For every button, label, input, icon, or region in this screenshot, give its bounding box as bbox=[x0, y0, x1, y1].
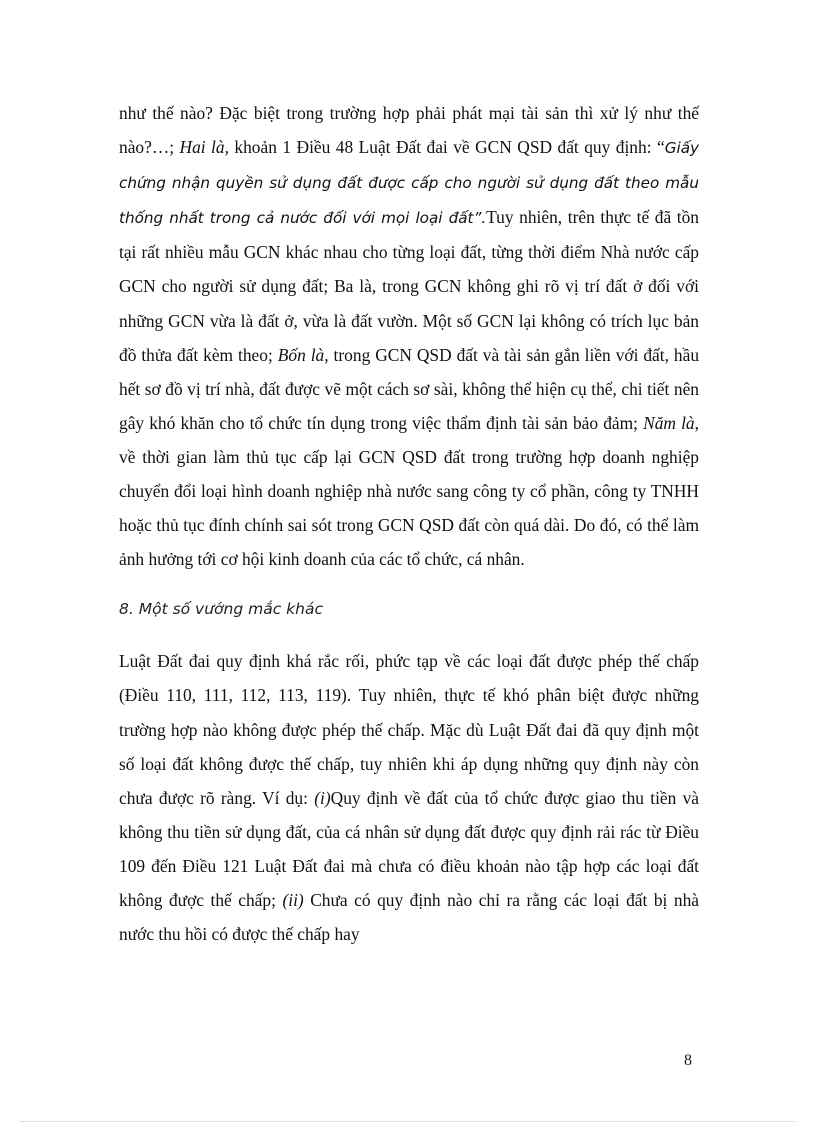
section-heading: 8. Một số vướng mắc khác bbox=[119, 600, 323, 619]
italic-run: Hai là, bbox=[179, 137, 229, 158]
paragraph-other-issues bbox=[119, 644, 699, 951]
paragraph-gcn-issues bbox=[119, 96, 699, 576]
page-content bbox=[119, 96, 699, 951]
text-run: như thế nào? Đặc biệt trong trường hợp phải phát mại tài sản thì xử lý như thế nào?…; bbox=[119, 103, 699, 158]
text-run: , về thời gian làm thủ tục cấp lại GCN QSD đất trong trường hợp doanh nghiệp chuyển đổi loại hình doanh nghiệp nhà nước sang công ty cổ phần, công ty TNHH hoặc thủ tục đính chính sai sót trong GCN QSD đất còn quá dài. Do đó, có thể làm ảnh hưởng tới cơ hội kinh doanh của các tổ chức, cá nhân. bbox=[119, 412, 699, 570]
quoted-regulation: Giấy chứng nhận quyền sử dụng đất được cấp cho người sử dụng đất theo mẫu thống nhất trong cả nước đối với mọi loại đất”. bbox=[119, 139, 699, 228]
italic-run: (ii) bbox=[282, 889, 304, 910]
text-run: Tuy nhiên, trên thực tế đã tồn tại rất nhiều mẫu GCN khác nhau cho từng loại đất, từng thời điểm Nhà nước cấp GCN cho người sử dụng đất; Ba là, trong GCN không ghi rõ vị trí đất ở đối với những GCN vừa là đất ở, vừa là đất vườn. Một số GCN lại không có trích lục bản đồ thửa đất kèm theo; bbox=[119, 207, 699, 365]
italic-run: Bốn là bbox=[277, 344, 325, 365]
text-run: Quy định về đất của tổ chức được giao thu tiền và không thu tiền sử dụng đất, của cá nhân sử dụng đất được quy định rải rác từ Điều 109 đến Điều 121 Luật Đất đai mà chưa có điều khoản nào tập hợp các loại đất không được thế chấp; bbox=[119, 787, 699, 910]
text-run: Luật Đất đai quy định khá rắc rối, phức tạp về các loại đất được phép thế chấp (Điều 110, 111, 112, 113, 119). Tuy nhiên, thực tế khó phân biệt được những trường hợp nào không được phép thế chấp. Mặc dù Luật Đất đai đã quy định một số loại đất không được thế chấp, tuy nhiên khi áp dụng những quy định này còn chưa được rõ ràng. Ví dụ: bbox=[119, 651, 699, 808]
text-run: khoản 1 Điều 48 Luật Đất đai về GCN QSD đất quy định: “ bbox=[228, 137, 665, 158]
italic-run: (i) bbox=[314, 787, 331, 808]
text-run: Chưa có quy định nào chỉ ra rằng các loại đất bị nhà nước thu hồi có được thế chấp hay bbox=[119, 889, 700, 945]
page-number: 8 bbox=[684, 1052, 692, 1069]
text-run: , trong GCN QSD đất và tài sản gắn liền với đất, hầu hết sơ đồ vị trí nhà, đất được vẽ một cách sơ sài, không thể hiện cụ thể, chi tiết nên gây khó khăn cho tổ chức tín dụng trong việc thẩm định tài sản bảo đảm; bbox=[119, 344, 700, 433]
italic-run: Năm là bbox=[643, 412, 695, 433]
page-bottom-divider bbox=[20, 1121, 796, 1122]
